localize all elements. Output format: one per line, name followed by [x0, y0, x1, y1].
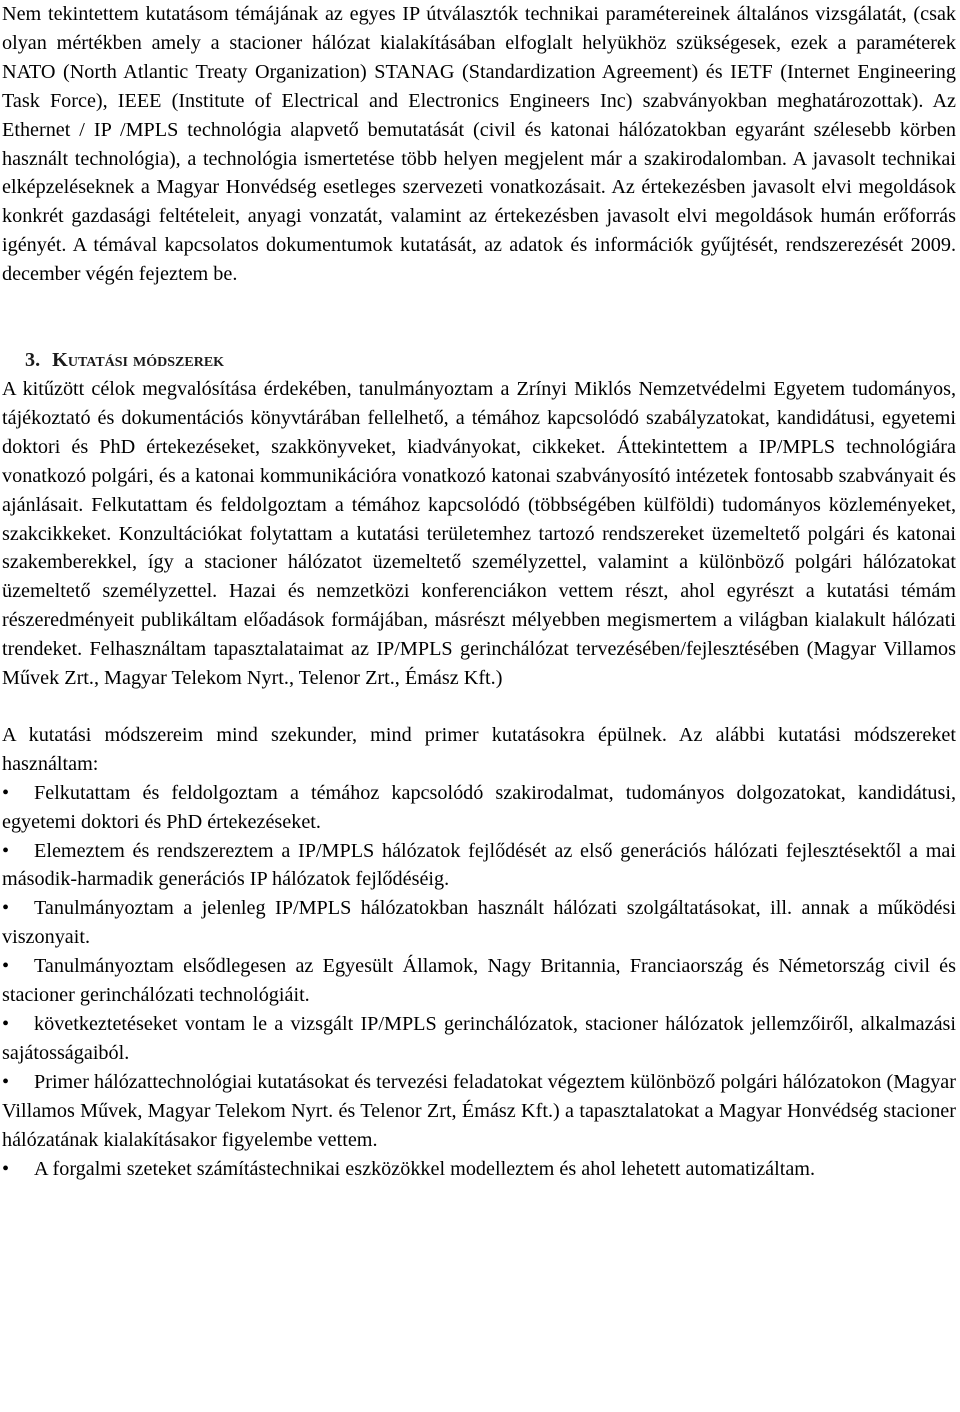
- list-item-text: Primer hálózattechnológiai kutatásokat és tervezési feladatokat végeztem különböző polgári hálózatokon (Magyar Villamos Művek, Magyar Telekom Nyrt. és Telenor Zrt, Émász Kft.) a tapasztalatokat a Magyar Honvédség stacioner hálózatának kialakításakor figyelembe vettem.: [2, 1070, 956, 1151]
- list-item: [2, 1155, 956, 1184]
- list-item: [2, 952, 956, 1010]
- list-item: [2, 1010, 956, 1068]
- intro-paragraph: Nem tekintettem kutatásom témájának az egyes IP útválasztók technikai paramétereinek általános vizsgálatát, (csak olyan mértékben amely a stacioner hálózat kialakításában elfoglalt helyükhöz szükségesek, ezek a paraméterek NATO (North Atlantic Treaty Organization) STANAG (Standardization Agreement) és IETF (Internet Engineering Task Force), IEEE (Institute of Electrical and Electronics Engineers Inc) szabványokban meghatározottak). Az Ethernet / IP /MPLS technológia alapvető bemutatását (civil és katonai hálózatokban egyaránt szélesebb körben használt technológia), a technológia ismertetése több helyen megjelent már a szakirodalomban. A javasolt technikai elképzeléseknek a Magyar Honvédség esetleges szervezeti vonatkozásait. Az értekezésben javasolt elvi megoldások konkrét gazdasági feltételeit, anyagi vonzatát, valamint az értekezésben javasolt elvi megoldások humán erőforrás igényét. A témával kapcsolatos dokumentumok kutatását, az adatok és információk gyűjtését, rendszerezését 2009. december végén fejeztem be.: [2, 3, 956, 286]
- list-item-text: A forgalmi szeteket számítástechnikai eszközökkel modelleztem és ahol lehetett automatizáltam.: [34, 1157, 816, 1180]
- list-item-text: Felkutattam és feldolgoztam a témához kapcsolódó szakirodalmat, tudományos dolgozatokat, kandidátusi, egyetemi doktori és PhD értekezéseket.: [2, 781, 956, 833]
- list-item: [2, 837, 956, 895]
- list-item-text: Tanulmányoztam a jelenleg IP/MPLS hálózatokban használt hálózati szolgáltatásokat, ill. annak a működési viszonyait.: [2, 897, 956, 949]
- section-number: 3.: [25, 349, 41, 372]
- section-title: Kutatási módszerek: [52, 349, 225, 372]
- methods-bullet-list: [2, 779, 956, 1184]
- bullet-icon: •: [2, 897, 10, 920]
- bullet-icon: •: [2, 1070, 10, 1093]
- list-item: [2, 1068, 956, 1155]
- list-item-text: Elemeztem és rendszereztem a IP/MPLS hálózatok fejlődését az első generációs hálózati fejlesztésektől a mai második-harmadik generációs IP hálózatok fejlődéséig.: [2, 839, 956, 891]
- methods-intro-paragraph: A kutatási módszereim mind szekunder, mind primer kutatásokra épülnek. Az alábbi kutatási módszereket használtam:: [2, 723, 956, 775]
- document-page: [2, 0, 956, 1183]
- bullet-icon: •: [2, 839, 10, 862]
- bullet-icon: •: [2, 1013, 10, 1035]
- list-item: [2, 779, 956, 837]
- bullet-icon: •: [2, 781, 10, 804]
- section-heading: [2, 346, 956, 375]
- list-item: [2, 894, 956, 952]
- bullet-icon: •: [2, 955, 10, 978]
- methods-paragraph: A kitűzött célok megvalósítása érdekében, tanulmányoztam a Zrínyi Miklós Nemzetvédelmi Egyetem tudományos, tájékoztató és dokumentációs könyvtárában fellelhető, a témához kapcsolódó szabályzatokat, kandidátusi, egyetemi doktori és PhD értekezéseket, szakkönyveket, kiadványokat, cikkeket. Áttekintettem a IP/MPLS technológiára vonatkozó polgári, és a katonai kommunikációra vonatkozó katonai szabványosító intézetek fontosabb szabványait és ajánlásait. Felkutattam és feldolgoztam a témához kapcsolódó (többségében külföldi) tudományos közleményeket, szakcikkeket. Konzultációkat folytattam a kutatási területemhez tartozó rendszereket üzemeltető polgári és katonai szakemberekkel, így a stacioner hálózatot üzemeltető személyzettel, valamint a különböző polgári hálózatokat üzemeltető személyzettel. Hazai és nemzetközi konferenciákon vettem részt, ahol egyrészt a kutatási témám részeredményeit publikáltam előadások formájában, másrészt mélyebben megismertem a világban kialakult hálózati trendeket. Felhasználtam tapasztalataimat az IP/MPLS gerinchálózat tervezésében/fejlesztésében (Magyar Villamos Művek Zrt., Magyar Telekom Nyrt., Telenor Zrt., Émász Kft.): [2, 377, 956, 690]
- list-item-text: Tanulmányoztam elsődlegesen az Egyesült Államok, Nagy Britannia, Franciaország és Németország civil és stacioner gerinchálózati technológiáit.: [2, 955, 956, 1007]
- bullet-icon: •: [2, 1157, 10, 1180]
- list-item-text: következtetéseket vontam le a vizsgált IP/MPLS gerinchálózatok, stacioner hálózatok jellemzőiről, alkalmazási sajátosságaiból.: [2, 1013, 956, 1064]
